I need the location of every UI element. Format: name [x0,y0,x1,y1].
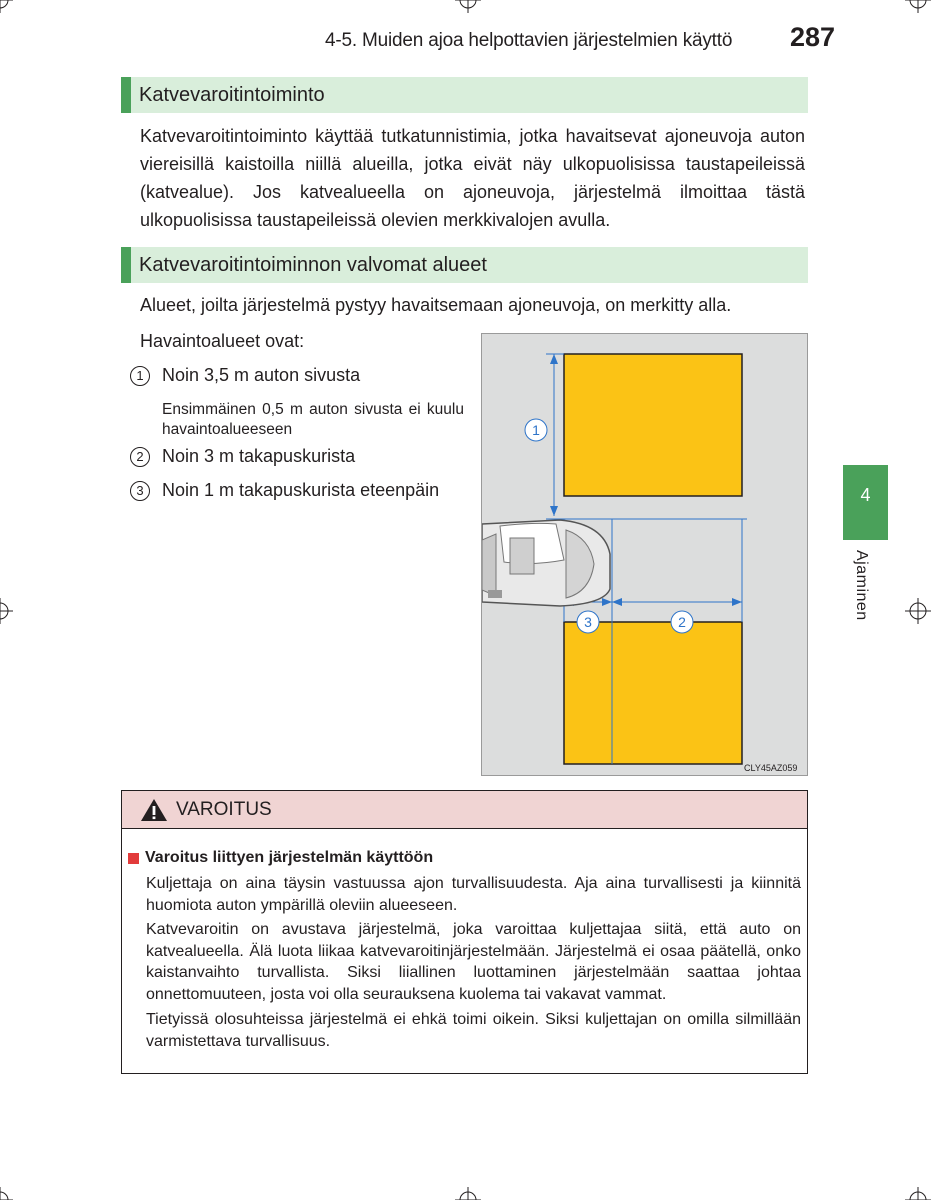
list-note: Ensimmäinen 0,5 m auton sivusta ei kuulu havaintoalueeseen [162,401,464,438]
registration-mark-icon [0,0,13,13]
registration-mark-icon [905,598,931,624]
detection-area-figure [481,333,808,776]
section-heading [121,247,808,283]
section-body: Katvevaroitintoiminto käyttää tutkatunnistimia, jotka havaitsevat ajoneuvoja auton viereisillä kaistoilla niillä alueilla, jotka eivät näy ulkopuolisissa taustapeileissä (katvealue). Jos katvealueella on ajoneuvoja, järjestelmä ilmoittaa tästä ulkopuolisissa taustapeileissä olevien merkkivalojen avulla. [140,126,805,230]
section-heading [121,77,808,113]
marker-3-label: 3 [584,614,592,630]
item-number: 2 [130,447,150,467]
item-number: 3 [130,481,150,501]
warning-paragraph: Kuljettaja on aina täysin vastuussa ajon turvallisuudesta. Aja aina turvallisesti ja kiinnitä huomiota auton ympärillä oleviin alueeseen. [146,875,801,914]
section-heading-text: Katvevaroitintoiminto [139,83,325,106]
warning-triangle-icon [140,798,168,822]
registration-mark-icon [905,0,931,13]
warning-subtitle [128,849,433,867]
registration-mark-icon [0,598,13,624]
car-illustration [482,520,610,606]
list-item: Noin 3,5 m auton sivusta [162,365,361,385]
warning-paragraph: Katvevaroitin on avustava järjestelmä, joka varoittaa kuljettajaa siitä, että auto on katvealueella. Älä luota liikaa katvevaroitinjärjestelmään. Järjestelmä ei osaa päätellä, onko kaistanvaihto turvallista. Siksi liiallinen luottaminen järjestelmään saattaa johtaa onnettomuuteen, josta voi olla seurauksena kuolema tai vakavat vammat. [146,921,801,1003]
list-item: Noin 1 m takapuskurista eteenpäin [162,480,440,500]
marker-1-label: 1 [532,422,540,438]
warning-title: VAROITUS [176,798,272,820]
running-header: 4-5. Muiden ajoa helpottavien järjestelmien käyttö [325,30,733,51]
registration-mark-icon [455,1187,481,1200]
registration-mark-icon [905,1187,931,1200]
car-mirror [488,590,502,598]
list-item: Noin 3 m takapuskurista [162,446,356,466]
registration-mark-icon [455,0,481,13]
section-intro: Alueet, joilta järjestelmä pystyy havaitsemaan ajoneuvoja, on merkitty alla. [140,295,732,315]
bullet-square-icon [128,853,139,864]
warning-subtitle-text: Varoitus liittyen järjestelmän käyttöön [145,849,434,866]
section-heading-text: Katvevaroitintoiminnon valvomat alueet [139,253,487,276]
item-number: 1 [130,366,150,386]
detection-area-diagram [482,334,809,777]
chapter-label: Ajaminen [853,550,870,621]
warning-box [121,790,808,1074]
page-number: 287 [790,22,836,52]
figure-code: CLY45AZ059 [744,763,798,773]
marker-2-label: 2 [678,614,686,630]
chapter-number: 4 [860,485,871,505]
warning-header [122,791,807,829]
detection-zone-side [564,354,742,496]
chapter-tab [843,465,888,540]
registration-mark-icon [0,1187,13,1200]
warning-paragraph: Tietyissä olosuhteissa järjestelmä ei ehkä toimi oikein. Siksi kuljettajan on omilla silmillään varmistettava turvallisuus. [146,1011,801,1050]
list-intro: Havaintoalueet ovat: [140,331,305,351]
detection-zone-rear [564,622,742,764]
